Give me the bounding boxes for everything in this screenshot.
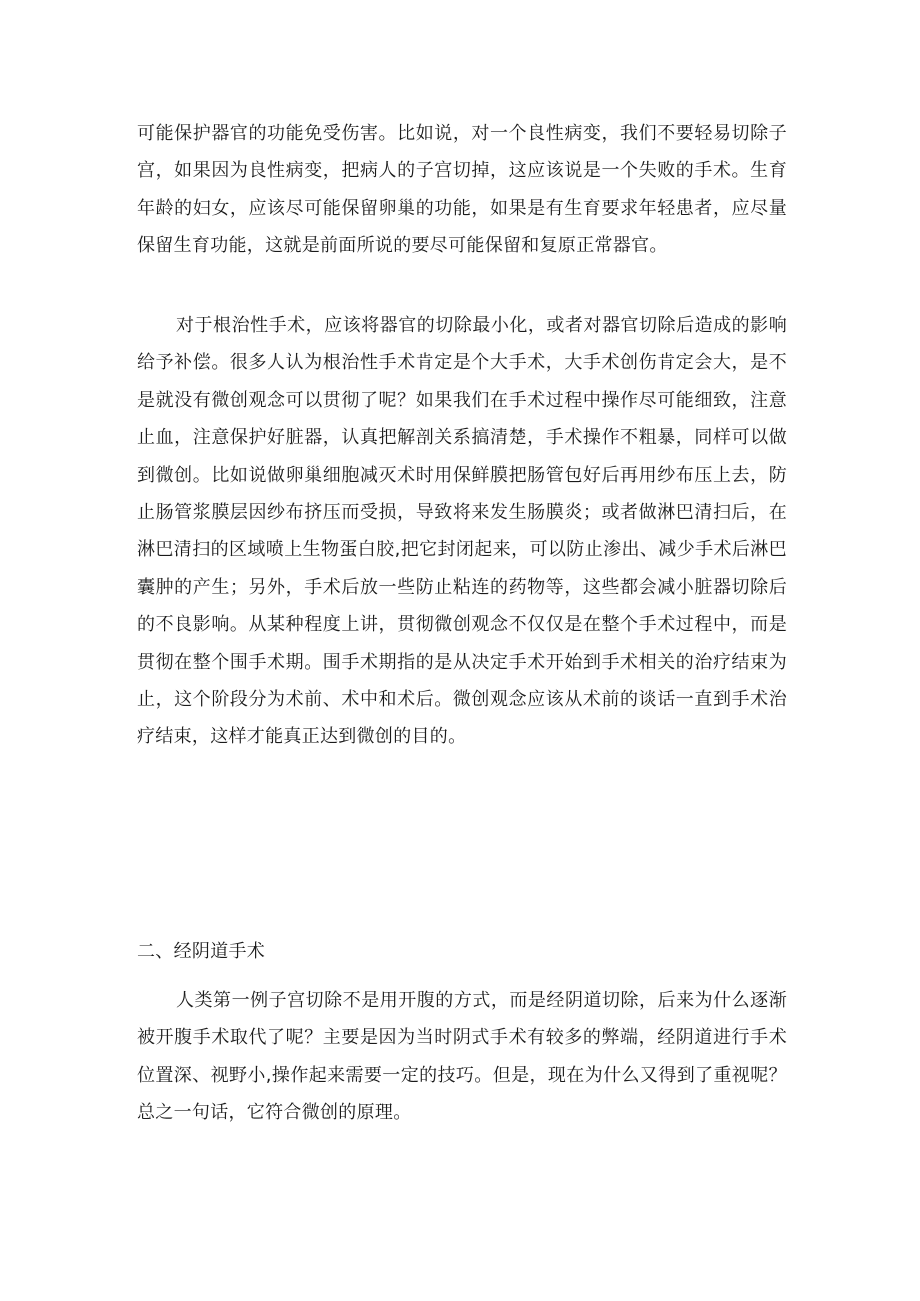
body-paragraph: 人类第一例子宫切除不是用开腹的方式，而是经阴道切除，后来为什么逐渐被开腹手术取代了呢？主要是因为当时阴式手术有较多的弊端，经阴道进行手术位置深、视野小,操作起来需要一定的技巧。但是，现在为什么又得到了重视呢？总之一句话，它符合微创的原理。 — [137, 990, 787, 1124]
body-paragraph: 可能保护器官的功能免受伤害。比如说，对一个良性病变，我们不要轻易切除子宫，如果因为良性病变，把病人的子宫切掉，这应该说是一个失败的手术。生育年龄的妇女，应该尽可能保留卵巢的功能，如果是有生育要求年轻患者，应尽量保留生育功能，这就是前面所说的要尽可能保留和复原正常器官。 — [137, 123, 787, 257]
body-paragraph: 对于根治性手术，应该将器官的切除最小化，或者对器官切除后造成的影响给予补偿。很多人认为根治性手术肯定是个大手术，大手术创伤肯定会大，是不是就没有微创观念可以贯彻了呢？如果我们在手术过程中操作尽可能细致，注意止血，注意保护好脏器，认真把解剖关系搞清楚，手术操作不粗暴，同样可以做到微创。比如说做卵巢细胞减灭术时用保鲜膜把肠管包好后再用纱布压上去，防止肠管浆膜层因纱布挤压而受损，导致将来发生肠膜炎；或者做淋巴清扫后，在淋巴清扫的区域喷上生物蛋白胶,把它封闭起来，可以防止渗出、减少手术后淋巴囊肿的产生；另外，手术后放一些防止粘连的药物等，这些都会减小脏器切除后的不良影响。从某种程度上讲，贯彻微创观念不仅仅是在整个手术过程中，而是贯彻在整个围手术期。围手术期指的是从决定手术开始到手术相关的治疗结束为止，这个阶段分为术前、术中和术后。微创观念应该从术前的谈话一直到手术治疗结束，这样才能真正达到微创的目的。 — [137, 315, 787, 748]
section-heading: 二、经阴道手术 — [137, 941, 266, 962]
